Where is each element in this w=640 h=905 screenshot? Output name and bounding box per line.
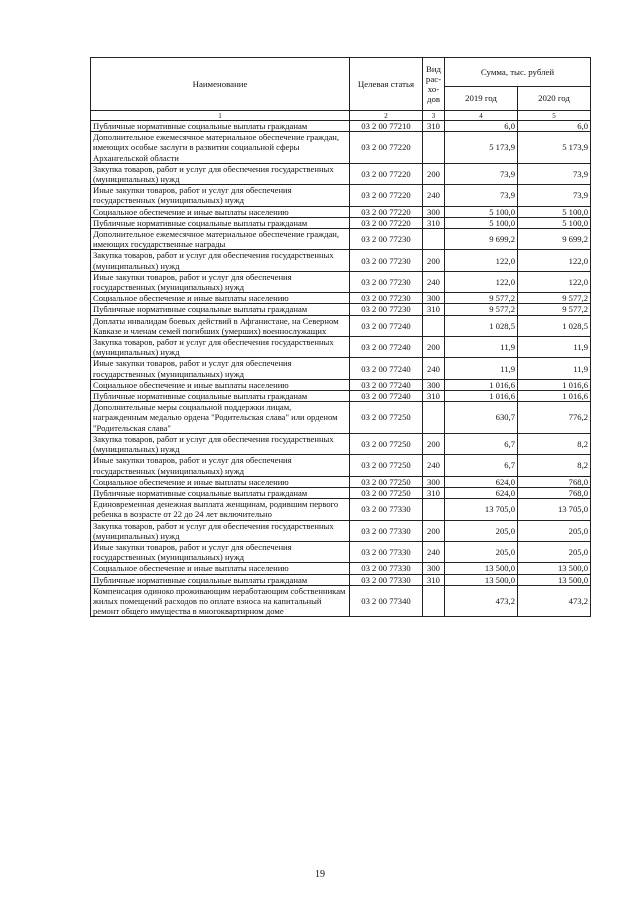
row-expense-type: 300 bbox=[423, 476, 445, 487]
row-sum-2020: 6,0 bbox=[518, 121, 591, 132]
table-row bbox=[91, 250, 591, 271]
row-sum-2020: 1 016,6 bbox=[518, 379, 591, 390]
row-sum-2019: 5 173,9 bbox=[445, 132, 518, 164]
row-sum-2019: 6,0 bbox=[445, 121, 518, 132]
row-sum-2019: 122,0 bbox=[445, 250, 518, 271]
row-target-code: 03 2 00 77220 bbox=[350, 163, 423, 184]
row-expense-type: 200 bbox=[423, 433, 445, 454]
row-sum-2019: 73,9 bbox=[445, 163, 518, 184]
row-sum-2020: 13 500,0 bbox=[518, 574, 591, 585]
row-name: Публичные нормативные социальные выплаты гражданам bbox=[91, 391, 350, 402]
row-sum-2020: 122,0 bbox=[518, 250, 591, 271]
row-name: Публичные нормативные социальные выплаты гражданам bbox=[91, 304, 350, 315]
row-sum-2020: 5 173,9 bbox=[518, 132, 591, 164]
row-target-code: 03 2 00 77250 bbox=[350, 433, 423, 454]
table-row bbox=[91, 455, 591, 476]
column-number: 4 bbox=[445, 111, 518, 121]
row-expense-type: 240 bbox=[423, 185, 445, 206]
row-target-code: 03 2 00 77210 bbox=[350, 121, 423, 132]
table-row bbox=[91, 563, 591, 574]
row-target-code: 03 2 00 77220 bbox=[350, 217, 423, 228]
row-name: Социальное обеспечение и иные выплаты населению bbox=[91, 379, 350, 390]
row-expense-type: 200 bbox=[423, 250, 445, 271]
column-number: 2 bbox=[350, 111, 423, 121]
row-sum-2019: 9 577,2 bbox=[445, 293, 518, 304]
row-sum-2019: 1 028,5 bbox=[445, 315, 518, 336]
table-row bbox=[91, 315, 591, 336]
row-name: Иные закупки товаров, работ и услуг для обеспечения государственных (муниципальных) нужд bbox=[91, 455, 350, 476]
row-target-code: 03 2 00 77240 bbox=[350, 337, 423, 358]
row-sum-2019: 5 100,0 bbox=[445, 206, 518, 217]
row-sum-2019: 11,9 bbox=[445, 337, 518, 358]
row-expense-type: 300 bbox=[423, 293, 445, 304]
table-row bbox=[91, 206, 591, 217]
row-name: Единовременная денежная выплата женщинам, родившим первого ребенка в возрасте от 22 до 24 лет включительно bbox=[91, 499, 350, 520]
row-sum-2020: 768,0 bbox=[518, 476, 591, 487]
row-name: Закупка товаров, работ и услуг для обеспечения государственных (муниципальных) нужд bbox=[91, 433, 350, 454]
row-name: Закупка товаров, работ и услуг для обеспечения государственных (муниципальных) нужд bbox=[91, 337, 350, 358]
table-row bbox=[91, 574, 591, 585]
row-expense-type: 240 bbox=[423, 358, 445, 379]
table-row bbox=[91, 358, 591, 379]
row-name: Закупка товаров, работ и услуг для обеспечения государственных (муниципальных) нужд bbox=[91, 520, 350, 541]
header-vid: Вид рас-хо-дов bbox=[423, 58, 445, 111]
row-name: Публичные нормативные социальные выплаты гражданам bbox=[91, 487, 350, 498]
row-sum-2019: 13 705,0 bbox=[445, 499, 518, 520]
row-expense-type bbox=[423, 499, 445, 520]
row-sum-2019: 9 577,2 bbox=[445, 304, 518, 315]
row-target-code: 03 2 00 77340 bbox=[350, 585, 423, 617]
row-name: Дополнительные меры социальной поддержки лицам, награжденным медалью ордена "Родительская слава" или орденом "Родительская слава" bbox=[91, 402, 350, 434]
row-sum-2019: 9 699,2 bbox=[445, 229, 518, 250]
row-target-code: 03 2 00 77240 bbox=[350, 391, 423, 402]
row-name: Доплаты инвалидам боевых действий в Афганистане, на Северном Кавказе и членам семей погибших (умерших) военнослужащих bbox=[91, 315, 350, 336]
row-sum-2019: 5 100,0 bbox=[445, 217, 518, 228]
row-sum-2020: 8,2 bbox=[518, 455, 591, 476]
row-target-code: 03 2 00 77230 bbox=[350, 293, 423, 304]
row-expense-type bbox=[423, 402, 445, 434]
row-sum-2019: 122,0 bbox=[445, 271, 518, 292]
row-sum-2020: 776,2 bbox=[518, 402, 591, 434]
table-header bbox=[91, 58, 591, 121]
row-target-code: 03 2 00 77220 bbox=[350, 206, 423, 217]
row-target-code: 03 2 00 77250 bbox=[350, 487, 423, 498]
table-row bbox=[91, 163, 591, 184]
row-sum-2020: 205,0 bbox=[518, 520, 591, 541]
table-row bbox=[91, 217, 591, 228]
row-sum-2020: 9 577,2 bbox=[518, 293, 591, 304]
header-name: Наименование bbox=[91, 58, 350, 111]
row-name: Социальное обеспечение и иные выплаты населению bbox=[91, 293, 350, 304]
table-row bbox=[91, 520, 591, 541]
row-name: Публичные нормативные социальные выплаты гражданам bbox=[91, 121, 350, 132]
row-target-code: 03 2 00 77330 bbox=[350, 541, 423, 562]
row-sum-2020: 473,2 bbox=[518, 585, 591, 617]
row-name: Социальное обеспечение и иные выплаты населению bbox=[91, 476, 350, 487]
row-sum-2020: 9 699,2 bbox=[518, 229, 591, 250]
row-sum-2020: 1 028,5 bbox=[518, 315, 591, 336]
row-expense-type: 310 bbox=[423, 391, 445, 402]
row-expense-type: 300 bbox=[423, 206, 445, 217]
row-name: Иные закупки товаров, работ и услуг для обеспечения государственных (муниципальных) нужд bbox=[91, 358, 350, 379]
row-expense-type bbox=[423, 585, 445, 617]
row-name: Компенсация одиноко проживающим неработающим собственникам жилых помещений расходов по оплате взноса на капитальный ремонт общего имущества в многоквартирном доме bbox=[91, 585, 350, 617]
column-number: 1 bbox=[91, 111, 350, 121]
row-sum-2019: 630,7 bbox=[445, 402, 518, 434]
row-sum-2020: 1 016,6 bbox=[518, 391, 591, 402]
row-name: Закупка товаров, работ и услуг для обеспечения государственных (муниципальных) нужд bbox=[91, 163, 350, 184]
row-name: Дополнительное ежемесячное материальное обеспечение граждан, имеющих государственные награды bbox=[91, 229, 350, 250]
table-row bbox=[91, 476, 591, 487]
row-name: Закупка товаров, работ и услуг для обеспечения государственных (муниципальных) нужд bbox=[91, 250, 350, 271]
row-expense-type: 200 bbox=[423, 163, 445, 184]
row-name: Иные закупки товаров, работ и услуг для обеспечения государственных (муниципальных) нужд bbox=[91, 185, 350, 206]
row-target-code: 03 2 00 77330 bbox=[350, 499, 423, 520]
row-sum-2019: 624,0 bbox=[445, 487, 518, 498]
row-sum-2019: 13 500,0 bbox=[445, 563, 518, 574]
row-sum-2020: 5 100,0 bbox=[518, 206, 591, 217]
table-row bbox=[91, 402, 591, 434]
row-expense-type: 200 bbox=[423, 337, 445, 358]
column-number: 3 bbox=[423, 111, 445, 121]
row-name: Социальное обеспечение и иные выплаты населению bbox=[91, 206, 350, 217]
row-sum-2020: 122,0 bbox=[518, 271, 591, 292]
row-name: Публичные нормативные социальные выплаты гражданам bbox=[91, 574, 350, 585]
row-target-code: 03 2 00 77250 bbox=[350, 455, 423, 476]
row-expense-type: 300 bbox=[423, 379, 445, 390]
page-number: 19 bbox=[315, 869, 325, 880]
column-number: 5 bbox=[518, 111, 591, 121]
table-row bbox=[91, 585, 591, 617]
row-sum-2019: 624,0 bbox=[445, 476, 518, 487]
row-name: Публичные нормативные социальные выплаты гражданам bbox=[91, 217, 350, 228]
table-row bbox=[91, 379, 591, 390]
row-expense-type: 240 bbox=[423, 271, 445, 292]
row-target-code: 03 2 00 77330 bbox=[350, 563, 423, 574]
row-sum-2020: 768,0 bbox=[518, 487, 591, 498]
row-target-code: 03 2 00 77230 bbox=[350, 229, 423, 250]
row-target-code: 03 2 00 77330 bbox=[350, 520, 423, 541]
row-expense-type: 310 bbox=[423, 121, 445, 132]
header-2019: 2019 год bbox=[445, 87, 518, 111]
table-row bbox=[91, 337, 591, 358]
row-sum-2019: 73,9 bbox=[445, 185, 518, 206]
row-sum-2019: 1 016,6 bbox=[445, 391, 518, 402]
row-target-code: 03 2 00 77220 bbox=[350, 185, 423, 206]
table-row bbox=[91, 541, 591, 562]
row-sum-2019: 205,0 bbox=[445, 520, 518, 541]
header-sum: Сумма, тыс. рублей bbox=[445, 58, 591, 87]
row-sum-2019: 13 500,0 bbox=[445, 574, 518, 585]
row-target-code: 03 2 00 77230 bbox=[350, 250, 423, 271]
table-row bbox=[91, 487, 591, 498]
table-row bbox=[91, 271, 591, 292]
table-row bbox=[91, 499, 591, 520]
row-sum-2019: 205,0 bbox=[445, 541, 518, 562]
table-row bbox=[91, 391, 591, 402]
row-sum-2020: 11,9 bbox=[518, 358, 591, 379]
row-expense-type bbox=[423, 132, 445, 164]
row-sum-2020: 9 577,2 bbox=[518, 304, 591, 315]
row-sum-2019: 11,9 bbox=[445, 358, 518, 379]
table-row bbox=[91, 433, 591, 454]
table-row bbox=[91, 185, 591, 206]
row-expense-type: 310 bbox=[423, 487, 445, 498]
row-sum-2019: 473,2 bbox=[445, 585, 518, 617]
row-target-code: 03 2 00 77240 bbox=[350, 358, 423, 379]
column-number-row bbox=[91, 111, 591, 121]
row-sum-2020: 13 705,0 bbox=[518, 499, 591, 520]
table-row bbox=[91, 304, 591, 315]
row-expense-type: 310 bbox=[423, 217, 445, 228]
row-target-code: 03 2 00 77230 bbox=[350, 304, 423, 315]
row-name: Социальное обеспечение и иные выплаты населению bbox=[91, 563, 350, 574]
row-sum-2020: 8,2 bbox=[518, 433, 591, 454]
row-sum-2019: 1 016,6 bbox=[445, 379, 518, 390]
budget-table bbox=[90, 57, 591, 617]
table-row bbox=[91, 121, 591, 132]
row-expense-type: 240 bbox=[423, 455, 445, 476]
row-target-code: 03 2 00 77250 bbox=[350, 476, 423, 487]
table-row bbox=[91, 293, 591, 304]
row-sum-2020: 5 100,0 bbox=[518, 217, 591, 228]
row-expense-type: 300 bbox=[423, 563, 445, 574]
row-expense-type: 200 bbox=[423, 520, 445, 541]
row-expense-type bbox=[423, 229, 445, 250]
row-sum-2019: 6,7 bbox=[445, 433, 518, 454]
row-expense-type: 310 bbox=[423, 574, 445, 585]
row-sum-2019: 6,7 bbox=[445, 455, 518, 476]
table-body bbox=[91, 121, 591, 617]
row-sum-2020: 13 500,0 bbox=[518, 563, 591, 574]
row-target-code: 03 2 00 77220 bbox=[350, 132, 423, 164]
row-expense-type: 310 bbox=[423, 304, 445, 315]
row-name: Дополнительное ежемесячное материальное обеспечение граждан, имеющих особые заслуги в развитии социальной сферы Архангельской области bbox=[91, 132, 350, 164]
table-row bbox=[91, 229, 591, 250]
row-expense-type bbox=[423, 315, 445, 336]
header-target: Целевая статья bbox=[350, 58, 423, 111]
row-target-code: 03 2 00 77240 bbox=[350, 379, 423, 390]
row-expense-type: 240 bbox=[423, 541, 445, 562]
row-sum-2020: 73,9 bbox=[518, 163, 591, 184]
row-sum-2020: 205,0 bbox=[518, 541, 591, 562]
table-row bbox=[91, 132, 591, 164]
row-sum-2020: 73,9 bbox=[518, 185, 591, 206]
header-2020: 2020 год bbox=[518, 87, 591, 111]
row-target-code: 03 2 00 77330 bbox=[350, 574, 423, 585]
row-sum-2020: 11,9 bbox=[518, 337, 591, 358]
row-target-code: 03 2 00 77250 bbox=[350, 402, 423, 434]
row-target-code: 03 2 00 77240 bbox=[350, 315, 423, 336]
row-target-code: 03 2 00 77230 bbox=[350, 271, 423, 292]
row-name: Иные закупки товаров, работ и услуг для обеспечения государственных (муниципальных) нужд bbox=[91, 541, 350, 562]
row-name: Иные закупки товаров, работ и услуг для обеспечения государственных (муниципальных) нужд bbox=[91, 271, 350, 292]
